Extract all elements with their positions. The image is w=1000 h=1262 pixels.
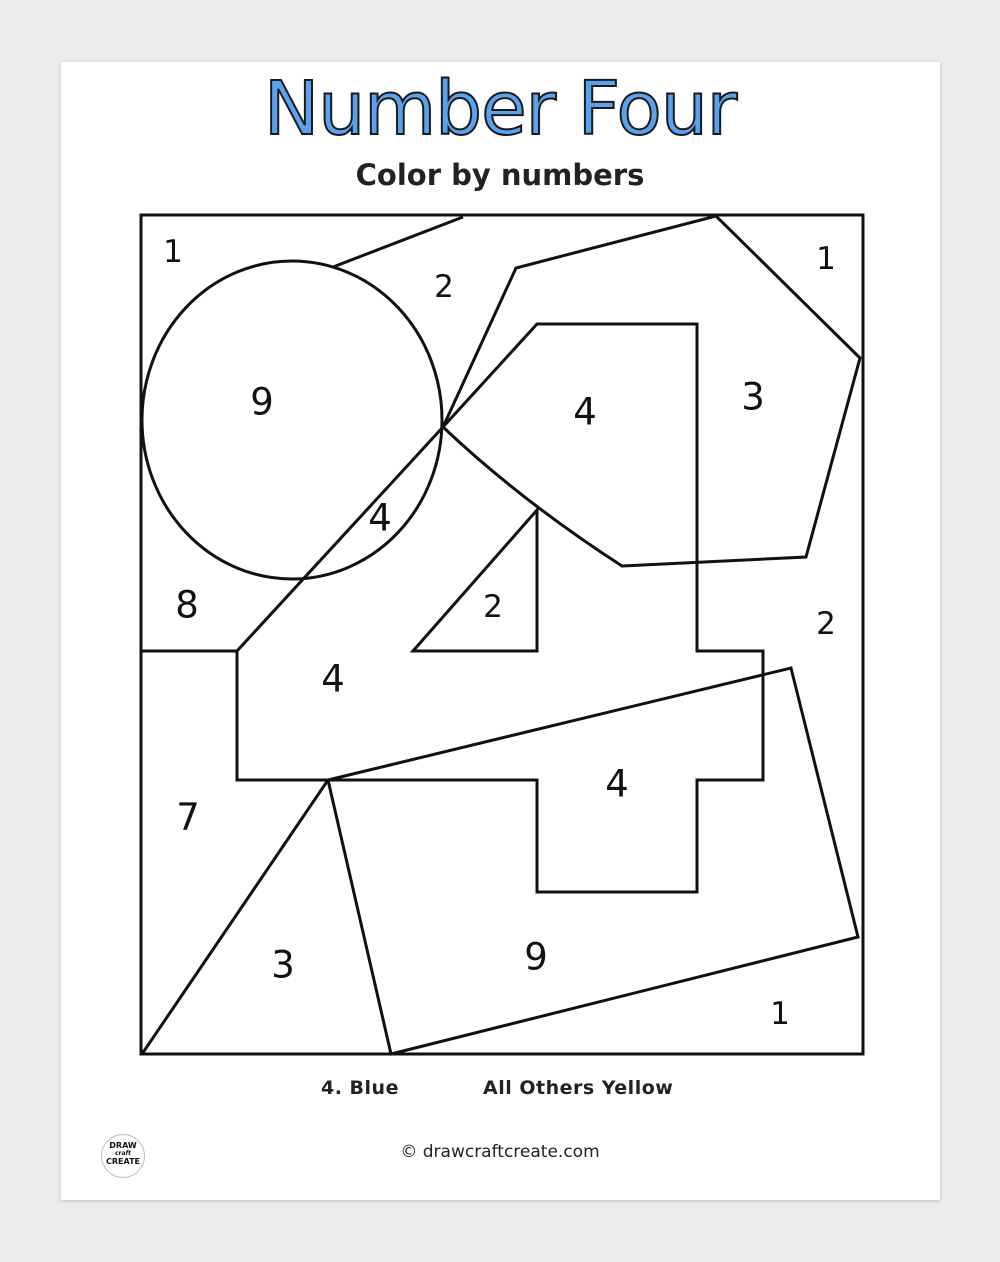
region-number: 1 xyxy=(816,241,836,277)
region-number: 1 xyxy=(163,234,183,270)
region-number: 8 xyxy=(175,583,199,627)
copyright-text: © drawcraftcreate.com xyxy=(400,1142,600,1162)
region-number: 9 xyxy=(524,935,548,979)
shape-diagonal-line xyxy=(142,780,328,1054)
worksheet-title: Number Four xyxy=(263,66,737,152)
shape-circle xyxy=(142,261,442,579)
shape-hexagon xyxy=(443,216,860,566)
region-number: 4 xyxy=(368,496,392,540)
region-number: 7 xyxy=(176,795,200,839)
region-number: 4 xyxy=(573,390,597,434)
shape-inner-triangle xyxy=(413,510,537,651)
region-number: 4 xyxy=(321,657,345,701)
region-number: 2 xyxy=(816,606,836,642)
region-number: 3 xyxy=(741,375,765,419)
region-numbers xyxy=(163,234,836,1032)
logo-text-line: DRAW xyxy=(109,1141,137,1150)
region-number: 2 xyxy=(434,269,454,305)
legend-others-entry: All Others Yellow xyxy=(483,1077,674,1099)
region-number: 9 xyxy=(250,380,274,424)
logo-text-line: craft xyxy=(114,1150,132,1157)
region-number: 4 xyxy=(605,762,629,806)
logo-text-line: CREATE xyxy=(106,1157,140,1166)
shape-top-line xyxy=(333,217,463,267)
region-number: 3 xyxy=(271,943,295,987)
region-number: 1 xyxy=(770,996,790,1032)
puzzle-border xyxy=(141,215,863,1054)
legend-key-entry: 4. Blue xyxy=(321,1077,399,1099)
worksheet-subtitle: Color by numbers xyxy=(355,158,645,192)
region-number: 2 xyxy=(483,589,503,625)
